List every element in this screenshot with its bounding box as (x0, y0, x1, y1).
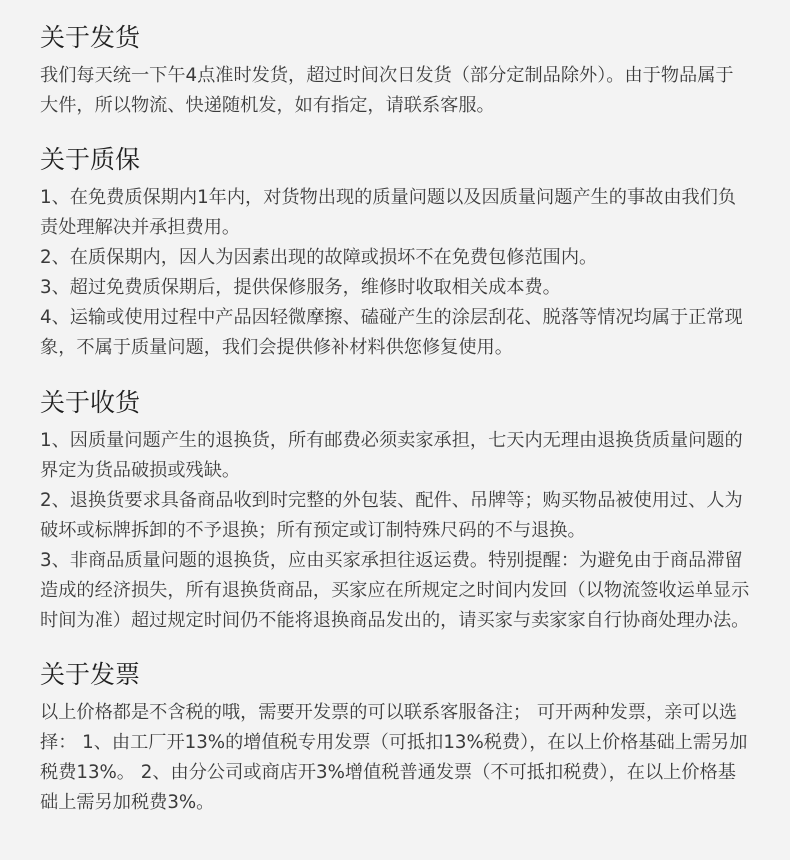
paragraph: 1、因质量问题产生的退换货，所有邮费必须卖家承担，七天内无理由退换货质量问题的界定为货品破损或残缺。 (40, 430, 743, 481)
paragraph: 2、退换货要求具备商品收到时完整的外包装、配件、吊牌等；购买物品被使用过、人为破坏或标牌拆卸的不予退换；所有预定或订制特殊尺码的不与退换。 (40, 490, 743, 541)
section-warranty (40, 140, 750, 363)
section-body-receipt (40, 426, 750, 636)
paragraph: 1、在免费质保期内1年内，对货物出现的质量问题以及因质量问题产生的事故由我们负责处理解决并承担费用。 (40, 187, 737, 238)
section-title-invoice: 关于发票 (40, 660, 141, 689)
paragraph: 3、非商品质量问题的退换货，应由买家承担往返运费。特别提醒：为避免由于商品滞留造成的经济损失，所有退换货商品，买家应在所规定之时间内发回（以物流签收运单显示时间为准）超过规定时间仍不能将退换商品发出的，请买家与卖家家自行协商处理办法。 (40, 550, 750, 631)
section-delivery (40, 18, 750, 121)
section-receipt (40, 383, 750, 636)
section-title-warranty: 关于质保 (40, 145, 141, 174)
paragraph: 我们每天统一下午4点准时发货，超过时间次日发货（部分定制品除外）。由于物品属于大件，所以物流、快递随机发，如有指定，请联系客服。 (40, 65, 734, 116)
section-body-invoice (40, 698, 750, 818)
section-body-delivery (40, 61, 750, 121)
paragraph: 4、运输或使用过程中产品因轻微摩擦、磕碰产生的涂层刮花、脱落等情况均属于正常现象，不属于质量问题，我们会提供修补材料供您修复使用。 (40, 307, 743, 358)
paragraph: 3、超过免费质保期后，提供保修服务，维修时收取相关成本费。 (40, 277, 561, 298)
section-title-receipt: 关于收货 (40, 388, 141, 417)
section-invoice (40, 655, 750, 818)
section-title-delivery: 关于发货 (40, 23, 141, 52)
paragraph: 以上价格都是不含税的哦，需要开发票的可以联系客服备注； 可开两种发票，亲可以选择： 1、由工厂开13%的增值税专用发票（可抵扣13%税费），在以上价格基础上需另加税费13%。 2、由分公司或商店开3%增值税普通发票（不可抵扣税费），在以上价格基础上需另加税费3%。 (40, 702, 748, 813)
section-body-warranty (40, 183, 750, 363)
paragraph: 2、在质保期内，因人为因素出现的故障或损坏不在免费包修范围内。 (40, 247, 598, 268)
